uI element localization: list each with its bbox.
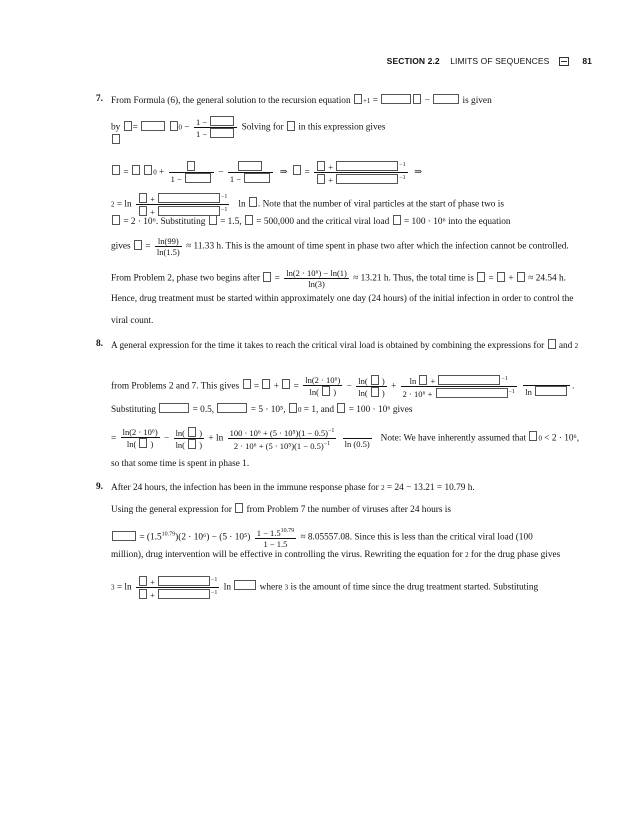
p9-line-1: After 24 hours, the infection has been in the immune response phase for 2 = 24 − 13.21 = 10.79 h. [111, 483, 475, 493]
p7-line-4: 2 = ln $\frac{+ ^{-1}}{+ ^{-1}}$ ln . Note that the number of viral particles at the start of phase two is [111, 193, 504, 217]
header-separator-icon [559, 57, 569, 66]
problem-7-number: 7. [96, 94, 103, 104]
p9-line-5: 3 = ln $\frac{+ ^{-1}}{+ ^{-1}}$ ln where 3 is the amount of time since the drug treatment started. Substituting [111, 576, 539, 600]
p7-line-8: Hence, drug treatment must be started within approximately one day (24 hours) of the initial infection in order to control the [111, 294, 574, 304]
p8-line-1: A general expression for the time it takes to reach the critical viral load is obtained by combining the expressions for and 2 [111, 341, 579, 351]
p7-line-2: by = 0 − $\frac{1 -}{1 -}$ Solving for in this expression gives [111, 117, 386, 139]
p8-line-4: = $\frac{\text{ln(2 · 10⁶)}}{\ln( )}$ − $\frac{\ln( )}{\ln( )}$ + ln $\frac{100 \cdot 10^6 + (5 \cdot 10^5)(1 - 0.5)^{-1}}{2 \cdot 10^6 + (5 \cdot 10^5)(1 - 0.5)^{-1}}$ ln (0.5) Note: We have inherently assumed that 0 < 2 · 10⁶, [111, 427, 580, 451]
running-header [387, 56, 592, 66]
problem-9-number: 9. [96, 482, 103, 492]
p9-line-4: million), drug intervention will be effective in controlling the virus. Rewriting the equation for 2 for the drug phase gives [111, 550, 561, 560]
p7-immune-sub [111, 134, 121, 147]
p7-line-1: From Formula (6), the general solution to the recursion equation +1 = − is given [111, 96, 492, 106]
p7-line-7: From Problem 2, phase two begins after = $\frac{\text{ln(2 · 10⁶) − ln(1)}}{\ln(3)}$ ≈ 13.21 h. Thus, the total time is = + ≈ 24.54 h. [111, 268, 566, 289]
p9-line-2: Using the general expression for from Problem 7 the number of viruses after 24 hours is [111, 505, 451, 515]
p7-line-9: viral count. [111, 316, 154, 326]
section-label: SECTION 2.2 [386, 56, 440, 66]
problem-8-number: 8. [96, 339, 103, 349]
p8-line-5: so that some time is spent in phase 1. [111, 459, 250, 469]
p7-line-5: = 2 · 10⁶. Substituting = 1.5, = 500,000 and the critical viral load = 100 · 10⁶ into the equation [111, 215, 511, 228]
page-number: 81 [582, 56, 592, 66]
p9-line-3: = $(1.5^{10.79})(2 \cdot 10^6) - (5 \cdot 10^5)$ $\frac{1 - 1.5^{10.79}}{1 - 1.5}$ ≈ 8.05557.08. Since this is less than the critical viral load (100 [111, 526, 533, 549]
p7-line-6: gives = $\frac{\ln(99)}{\ln(1.5)}$ ≈ 11.33 h. This is the amount of time spent in phase two after which the infection cannot be controlled. [111, 236, 569, 257]
p8-line-3: Substituting = 0.5, = 5 · 10⁵, 0 = 1, and = 100 · 10⁶ gives [111, 405, 413, 415]
chapter-title: LIMITS OF SEQUENCES [450, 56, 550, 66]
p7-line-3: = 0 + 1 − − 1 − ⇒ = $\frac{+ ^{-1}}{+ ^{-1}}$ ⇒ [111, 160, 422, 185]
p8-line-2: from Problems 2 and 7. This gives = + = $\frac{\text{ln(2 · 10⁶)}}{\ln( )}$ − $\frac{\ln( )}{\ln( )}$ + $\frac{\ln + ^{-1}}{2 \cdot 10^6 + ^{-1}}$ ln . [111, 375, 575, 399]
